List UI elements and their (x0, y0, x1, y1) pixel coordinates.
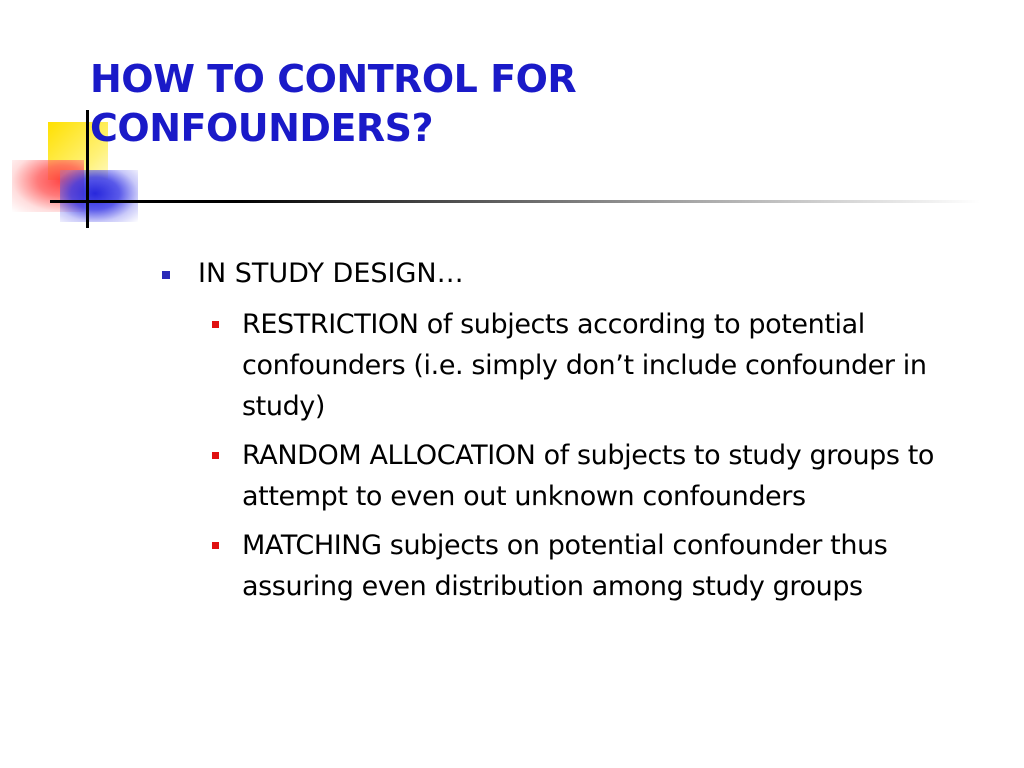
square-bullet-icon (212, 452, 219, 459)
square-bullet-icon (162, 271, 170, 279)
sub-bullet-matching (210, 525, 1000, 607)
blue-square-decoration (60, 170, 138, 222)
sub-bullet-text: RANDOM ALLOCATION of subjects to study groups to attempt to even out unknown confounders (242, 440, 935, 512)
sub-bullet-text: RESTRICTION of subjects according to potential confounders (i.e. simply don’t include confounder in study) (242, 309, 927, 422)
title-underline-rule (50, 200, 980, 203)
vertical-rule (86, 110, 89, 228)
slide-title-line-2: CONFOUNDERS? (90, 106, 434, 150)
sub-bullet-text: MATCHING subjects on potential confounder thus assuring even distribution among study groups (242, 530, 888, 602)
bullet-text: IN STUDY DESIGN… (198, 258, 464, 289)
slide-title-line-1: HOW TO CONTROL FOR (90, 57, 577, 101)
sub-bullet-restriction (210, 304, 1000, 427)
bullet-item-study-design (160, 252, 1000, 296)
sub-bullet-random-allocation (210, 435, 1000, 517)
slide-body (160, 252, 1000, 615)
square-bullet-icon (212, 321, 219, 328)
square-bullet-icon (212, 542, 219, 549)
slide-title (90, 55, 990, 153)
